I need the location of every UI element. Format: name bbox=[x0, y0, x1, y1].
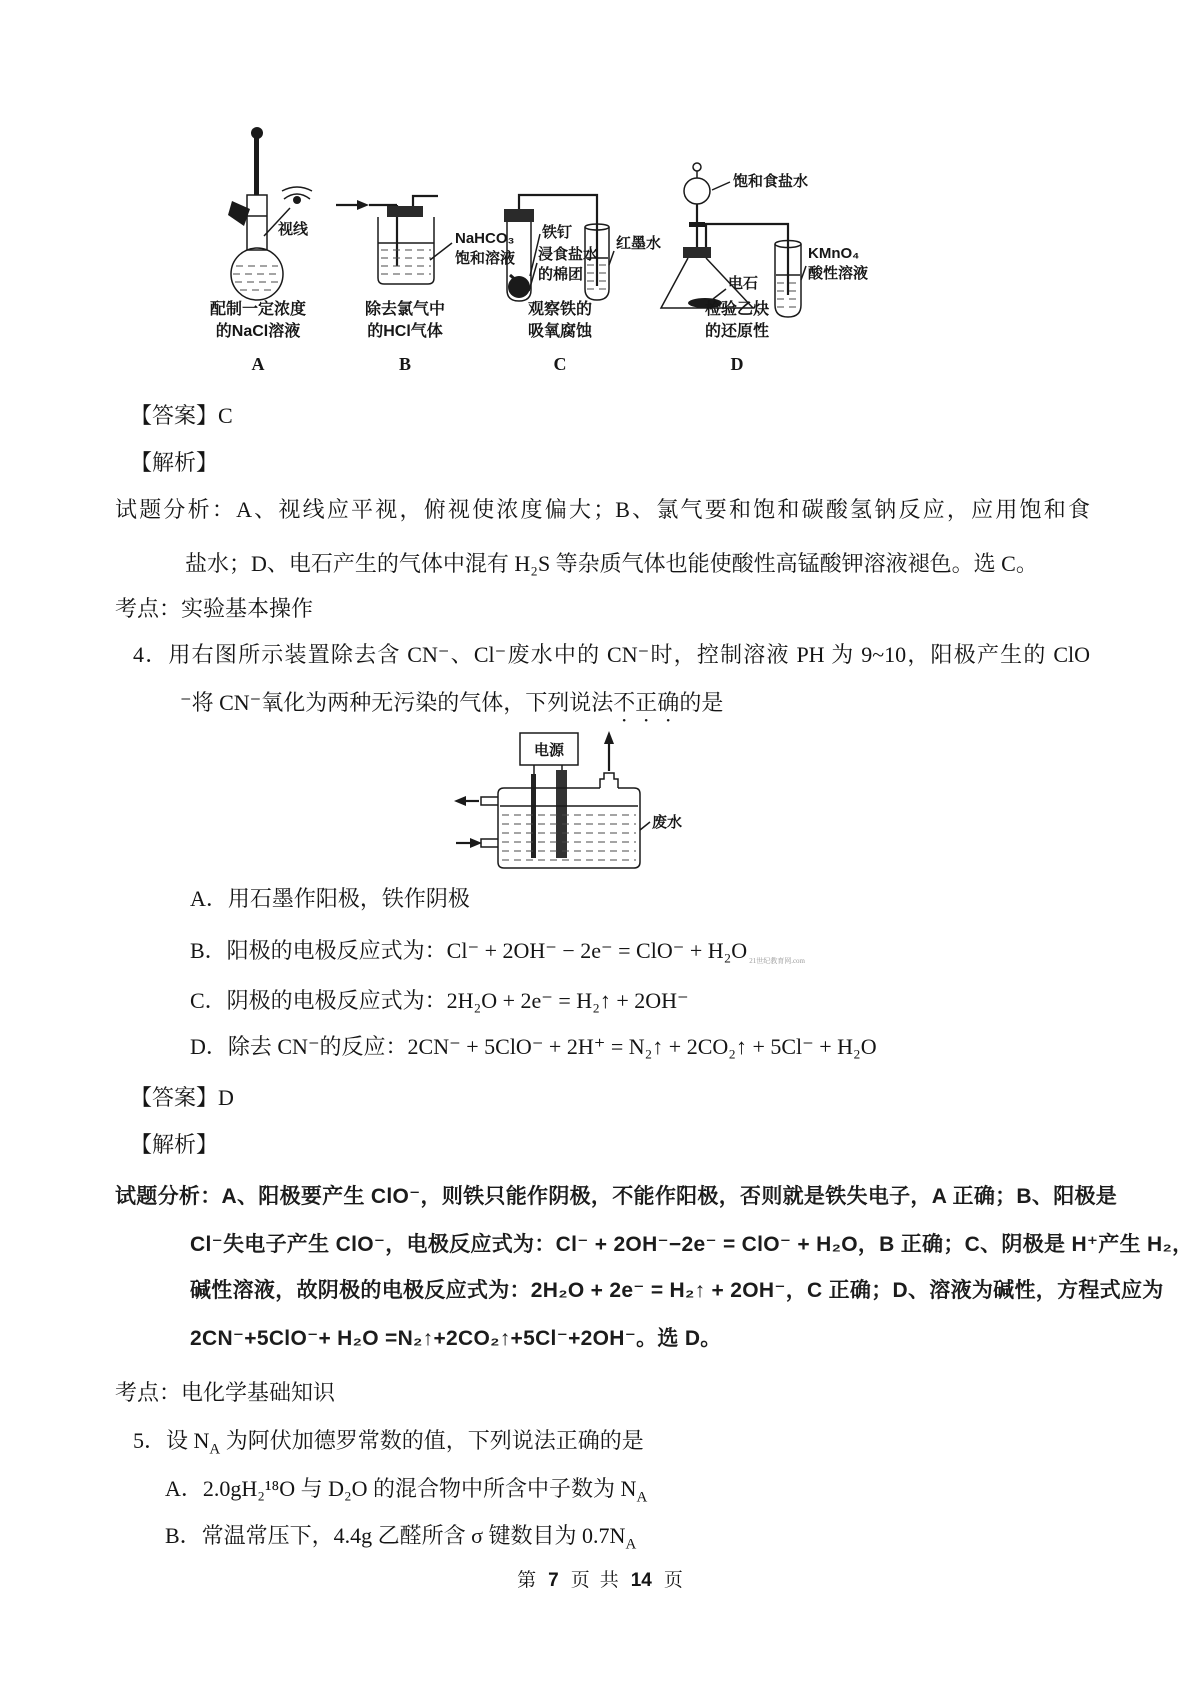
q3-analysis-line1: 试题分析：A、视线应平视，俯视使浓度偏大；B、氯气要和饱和碳酸氢钠反应，应用饱和食 bbox=[115, 497, 1090, 522]
kmno4-label: KMnO₄ bbox=[808, 245, 860, 262]
q4-analysis-line1: 试题分析：A、阳极要产生 ClO⁻，则铁只能作阴极，不能作阳极，否则就是铁失电子，A 正确；B、阳极是 bbox=[115, 1185, 1118, 1208]
q4-stem-line1: 4．用右图所示装置除去含 CN⁻、Cl⁻废水中的 CN⁻时，控制溶液 PH 为 9~10，阳极产生的 ClO bbox=[133, 642, 1090, 667]
q4-stem-line2-pre: ⁻将 CN⁻氧化为两种无污染的气体，下列说法 bbox=[180, 690, 614, 715]
apparatus-d-acetylene-test bbox=[661, 163, 868, 374]
caption-b-line1: 除去氯气中 bbox=[364, 301, 446, 318]
q4-answer bbox=[130, 1083, 234, 1113]
letter-c: C bbox=[553, 354, 567, 374]
q5-option-a: A．2.0gH₂¹⁸O 与 D₂O 的混合物中所含中子数为 $N_A$ bbox=[165, 1476, 648, 1506]
footer-mid1: 页 bbox=[570, 1570, 590, 1591]
q3-answer-value: C bbox=[218, 403, 233, 428]
q4-analysis-line4: 2CN⁻+5ClO⁻+ H₂O =N₂↑+2CO₂↑+5Cl⁻+2OH⁻。选 D。 bbox=[190, 1327, 722, 1350]
apparatus-figure bbox=[185, 115, 885, 383]
outflow-left-arrow bbox=[454, 796, 466, 806]
q4-answer-value: D bbox=[218, 1085, 234, 1110]
acidic-solution-label: 酸性溶液 bbox=[808, 265, 869, 282]
thin-electrode bbox=[531, 774, 536, 858]
q3-analysis-label: 【解析】 bbox=[130, 450, 219, 475]
q3-answer bbox=[130, 401, 233, 431]
footer-suffix: 页 bbox=[663, 1570, 683, 1591]
eye-icon bbox=[282, 187, 312, 204]
power-supply-label: 电源 bbox=[533, 742, 565, 759]
red-ink-label: 红墨水 bbox=[616, 235, 662, 252]
q3-answer-label: 【答案】 bbox=[130, 403, 219, 428]
q4-analysis-line3: 碱性溶液，故阴极的电极反应式为：2H₂O + 2e⁻ = H₂↑ + 2OH⁻，C 正确；D、溶液为碱性，方程式应为 bbox=[190, 1279, 1164, 1302]
caption-a-line2: 的NaCl溶液 bbox=[215, 323, 301, 340]
footer-total-pages: 14 bbox=[630, 1570, 652, 1591]
letter-b: B bbox=[398, 354, 412, 374]
q4-stem-line2-post: 的是 bbox=[679, 690, 724, 715]
apparatus-a-volumetric-flask bbox=[210, 127, 312, 374]
inflow-right-arrow bbox=[470, 838, 482, 848]
q4-stem-emphasis: 不正确 bbox=[613, 690, 680, 715]
saturated-brine-label: 饱和食盐水 bbox=[733, 173, 809, 190]
sight-line-label: 视线 bbox=[278, 221, 309, 238]
q4-option-c: C．阴极的电极反应式为：2H₂O + 2e⁻ = H₂↑ + 2OH⁻ bbox=[190, 988, 689, 1013]
caption-d-line1: 检验乙炔 bbox=[704, 301, 770, 318]
caption-a-line1: 配制一定浓度 bbox=[209, 301, 307, 318]
q4-option-d: D．除去 CN⁻的反应：2CN⁻ + 5ClO⁻ + 2H⁺ = N₂↑ + 2CO₂↑ + 5Cl⁻ + H₂O bbox=[190, 1034, 877, 1059]
q4-answer-label: 【答案】 bbox=[130, 1085, 219, 1110]
q5-stem: 5．设 $N_A$ 为阿伏加德罗常数的值，下列说法正确的是 bbox=[133, 1428, 644, 1458]
caption-d-line2: 的还原性 bbox=[704, 323, 770, 340]
q4-option-b bbox=[190, 936, 805, 967]
iron-nail-label: 铁钉 bbox=[542, 224, 573, 241]
q3-analysis-line2: 盐水；D、电石产生的气体中混有 H₂S 等杂质气体也能使酸性高锰酸钾溶液褪色。选 C。 bbox=[185, 551, 1038, 576]
saturated-solution-label: 饱和溶液 bbox=[455, 250, 516, 267]
caption-c-line2: 吸氧腐蚀 bbox=[527, 323, 593, 340]
page-footer bbox=[0, 1565, 1200, 1592]
letter-a: A bbox=[251, 354, 265, 374]
apparatus-c-corrosion-tubes bbox=[504, 195, 661, 374]
q4-option-b-text: B．阳极的电极反应式为：Cl⁻ + 2OH⁻ − 2e⁻ = ClO⁻ + H₂O bbox=[190, 938, 748, 963]
site-watermark: 21世纪教育网.com bbox=[749, 957, 806, 966]
q4-analysis-label: 【解析】 bbox=[130, 1132, 219, 1157]
nahco3-label: NaHCO₃ bbox=[455, 230, 515, 247]
q4-analysis-line2: Cl⁻失电子产生 ClO⁻，电极反应式为：Cl⁻ + 2OH⁻−2e⁻ = ClO⁻ + H₂O，B 正确；C、阴极是 H⁺产生 H₂， bbox=[190, 1233, 1194, 1256]
wastewater-label: 废水 bbox=[652, 814, 683, 831]
caption-b-line2: 的HCl气体 bbox=[367, 323, 443, 340]
gas-up-arrow bbox=[604, 731, 614, 744]
cotton-brine-label-line2: 的棉团 bbox=[538, 266, 584, 283]
footer-prefix: 第 bbox=[517, 1570, 537, 1591]
apparatus-b-gas-washing-bottle bbox=[336, 196, 515, 374]
footer-page-number: 7 bbox=[548, 1570, 559, 1591]
q3-kaodian: 考点：实验基本操作 bbox=[115, 596, 314, 621]
q4-kaodian: 考点：电化学基础知识 bbox=[115, 1380, 336, 1405]
q4-option-a: A．用石墨作阳极，铁作阴极 bbox=[190, 886, 470, 911]
footer-mid2: 共 bbox=[599, 1570, 619, 1591]
caption-c-line1: 观察铁的 bbox=[527, 301, 593, 318]
electrolysis-cell-figure bbox=[440, 720, 780, 910]
carbide-label: 电石 bbox=[728, 275, 759, 292]
thick-electrode bbox=[556, 770, 567, 858]
letter-d: D bbox=[730, 354, 744, 374]
q5-option-b: B．常温常压下，4.4g 乙醛所含 σ 键数目为 $0.7N_A$ bbox=[165, 1523, 637, 1553]
cotton-brine-label-line1: 浸食盐水 bbox=[538, 246, 599, 263]
